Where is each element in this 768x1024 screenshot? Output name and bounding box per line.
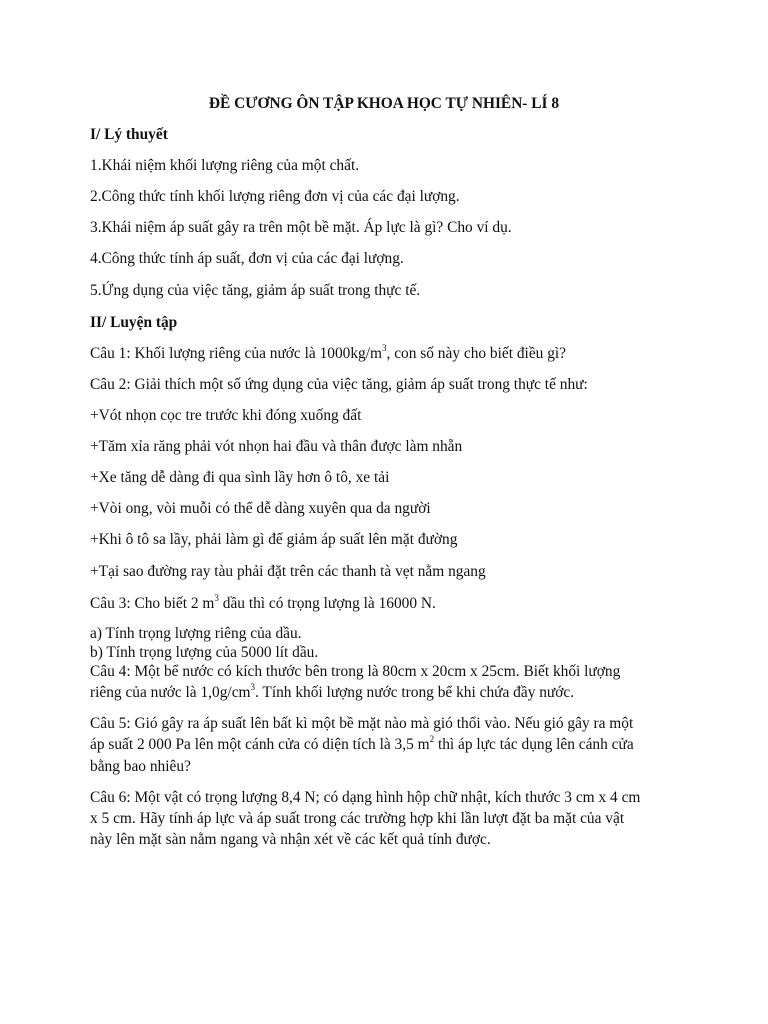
question-2-item: +Vót nhọn cọc tre trước khi đóng xuống đất — [90, 407, 362, 424]
question-2-item: +Tăm xỉa răng phải vót nhọn hai đầu và thân được làm nhẵn — [90, 438, 463, 455]
question-2-item: +Xe tăng dễ dàng đi qua sình lầy hơn ô tô, xe tải — [90, 469, 390, 486]
question-3-text: Câu 3: Cho biết 2 m — [90, 595, 215, 612]
superscript: 3 — [382, 342, 387, 353]
question-1-text-end: , con số này cho biết điều gì? — [386, 345, 567, 362]
question-6-line: x 5 cm. Hãy tính áp lực và áp suất trong các trường hợp khi lần lượt đặt ba mặt của vật — [90, 810, 625, 827]
superscript: 3 — [214, 592, 219, 603]
question-1 — [90, 343, 690, 364]
question-3-part-b: b) Tính trọng lượng của 5000 lít dầu. — [90, 644, 319, 661]
question-5-line — [90, 734, 690, 755]
question-2-item: +Khi ô tô sa lầy, phải làm gì để giảm áp suất lên mặt đường — [90, 531, 458, 548]
superscript: 3 — [250, 681, 255, 692]
question-2-intro: Câu 2: Giải thích một số ứng dụng của việc tăng, giảm áp suất trong thực tế như: — [90, 376, 588, 393]
question-5-line: Câu 5: Gió gây ra áp suất lên bất kì một bề mặt nào mà gió thổi vào. Nếu gió gây ra một — [90, 715, 634, 732]
question-4-line — [90, 682, 690, 703]
theory-item: 4.Công thức tính áp suất, đơn vị của các đại lượng. — [90, 250, 404, 267]
question-5-line: bằng bao nhiêu? — [90, 758, 191, 775]
question-4-text-end: . Tính khối lượng nước trong bể khi chứa đầy nước. — [255, 684, 575, 701]
practice-heading: II/ Luyện tập — [90, 314, 178, 331]
question-3 — [90, 593, 690, 614]
question-3-text-end: dầu thì có trọng lượng là 16000 N. — [218, 595, 436, 612]
theory-item: 3.Khái niệm áp suất gây ra trên một bề mặt. Áp lực là gì? Cho ví dụ. — [90, 219, 512, 236]
question-3-part-a: a) Tính trọng lượng riêng của dầu. — [90, 625, 302, 642]
question-2-item: +Tại sao đường ray tàu phải đặt trên các thanh tà vẹt nằm ngang — [90, 563, 486, 580]
question-6-line: Câu 6: Một vật có trọng lượng 8,4 N; có dạng hình hộp chữ nhật, kích thước 3 cm x 4 cm — [90, 789, 641, 806]
question-4-line: Câu 4: Một bể nước có kích thước bên trong là 80cm x 20cm x 25cm. Biết khối lượng — [90, 663, 621, 680]
superscript: 2 — [429, 733, 435, 744]
theory-heading: I/ Lý thuyết — [90, 126, 168, 143]
theory-item: 2.Công thức tính khối lượng riêng đơn vị của các đại lượng. — [90, 188, 460, 205]
question-2-item: +Vòi ong, vòi muỗi có thể dễ dàng xuyên qua da người — [90, 500, 431, 517]
question-4-text: riêng của nước là 1,0g/cm — [90, 684, 251, 701]
question-1-text: Câu 1: Khối lượng riêng của nước là 1000kg/m — [90, 345, 382, 362]
theory-item: 5.Ứng dụng của việc tăng, giảm áp suất trong thực tế. — [90, 282, 421, 299]
question-5-text-end: thì áp lực tác dụng lên cánh cửa — [434, 736, 634, 753]
theory-item: 1.Khái niệm khối lượng riêng của một chất. — [90, 157, 360, 174]
document-title: ĐỀ CƯƠNG ÔN TẬP KHOA HỌC TỰ NHIÊN- LÍ 8 — [208, 95, 560, 112]
question-5-text: áp suất 2 000 Pa lên một cánh cửa có diện tích là 3,5 m — [90, 736, 430, 753]
question-6-line: này lên mặt sàn nằm ngang và nhận xét về các kết quả tính được. — [90, 831, 491, 848]
